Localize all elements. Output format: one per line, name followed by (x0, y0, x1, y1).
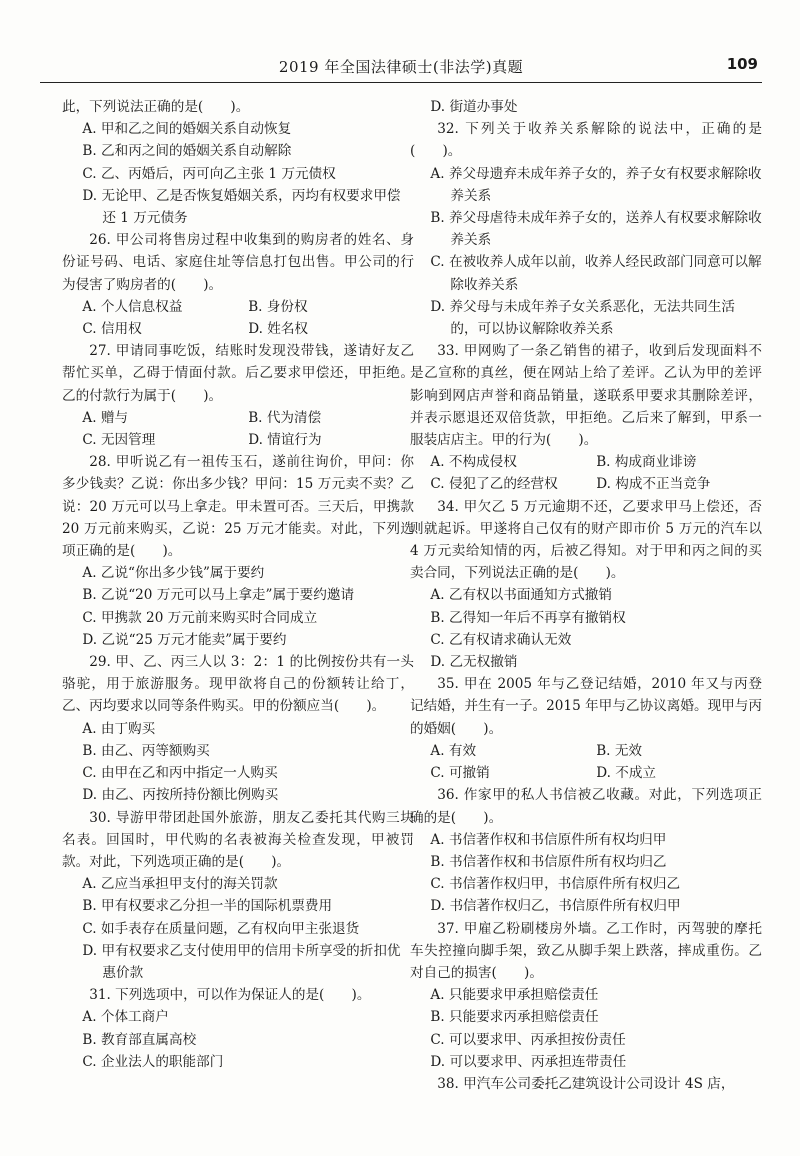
option: C. 乙、丙婚后，丙可向乙主张 1 万元债权 (82, 165, 336, 182)
option: C. 甲携款 20 万元前来购买时合同成立 (82, 609, 318, 626)
question-29: 29. 甲、乙、丙三人以 3：2：1 的比例按份共有一头骆驼，用于旅游服务。现甲欲将自己的份额转让给丁，乙、丙均要求以同等条件购买。甲的份额应当( )。 (62, 654, 414, 715)
option: B. 乙说“20 万元可以马上拿走”属于要约邀请 (82, 587, 355, 604)
option: A. 乙说“你出多少钱”属于要约 (82, 565, 265, 582)
option: C. 乙有权请求确认无效 (430, 631, 572, 648)
option: D. 可以要求甲、丙承担连带责任 (430, 1053, 627, 1070)
option: A. 只能要求甲承担赔偿责任 (430, 987, 599, 1004)
right-column (410, 96, 762, 1095)
option: C. 企业法人的职能部门 (82, 1053, 224, 1070)
option: A. 个人信息权益 (82, 298, 183, 315)
question-27: 27. 甲请同事吃饭，结账时发现没带钱，遂请好友乙帮忙买单，乙碍于情面付款。后乙要求甲偿还，甲拒绝。乙的付款行为属于( )。 (62, 343, 414, 404)
question-36: 36. 作家甲的私人书信被乙收藏。对此，下列选项正确的是( )。 (410, 787, 762, 826)
option: A. 不构成侵权 (430, 454, 517, 471)
option-row (62, 429, 414, 451)
option-row (410, 740, 762, 762)
option: A. 由丁购买 (82, 720, 156, 737)
option: A. 赠与 (82, 409, 129, 426)
option: B. 书信著作权和书信原件所有权均归乙 (430, 853, 667, 870)
option: D. 街道办事处 (430, 99, 518, 115)
option-row (410, 451, 762, 473)
question-35: 35. 甲在 2005 年与乙登记结婚，2010 年又与丙登记结婚，并生有一子。2015 年甲与乙协议离婚。现甲与丙的婚姻( )。 (410, 676, 762, 737)
option-row (62, 318, 414, 340)
option: D. 不成立 (596, 765, 657, 782)
option: D. 无论甲、乙是否恢复婚姻关系，丙均有权要求甲偿还 1 万元债务 (82, 187, 401, 227)
option-row (62, 296, 414, 318)
option: D. 书信著作权归乙，书信原件所有权归甲 (430, 898, 681, 915)
question-34: 34. 甲欠乙 5 万元逾期不还，乙要求甲马上偿还，否则就起诉。甲遂将自己仅有的财产即市价 5 万元的汽车以 4 万元卖给知情的丙，后被乙得知。对于甲和丙之间的买卖合同，下列说法正确的是( )。 (410, 498, 762, 582)
question-25-tail: 此，下列说法正确的是( )。 (62, 99, 250, 115)
option: B. 代为清偿 (248, 409, 322, 426)
question-32: 32. 下列关于收养关系解除的说法中，正确的是( )。 (410, 121, 762, 160)
header-title: 2019 年全国法律硕士(非法学)真题 (278, 58, 524, 76)
option: C. 信用权 (82, 321, 142, 338)
option: A. 养父母遗弃未成年养子女的，养子女有权要求解除收养关系 (430, 165, 762, 204)
option-row (410, 762, 762, 784)
left-column (62, 96, 414, 1073)
question-30: 30. 导游甲带团赴国外旅游，朋友乙委托其代购三块名表。回国时，甲代购的名表被海关检查发现，甲被罚款。对此，下列选项正确的是( )。 (62, 809, 414, 870)
option: C. 书信著作权归甲，书信原件所有权归乙 (430, 876, 681, 893)
option: C. 在被收养人成年以前，收养人经民政部门同意可以解除收养关系 (430, 254, 762, 293)
option: B. 构成商业诽谤 (596, 454, 697, 471)
option: B. 甲有权要求乙分担一半的国际机票费用 (82, 898, 333, 915)
option: C. 侵犯了乙的经营权 (430, 476, 558, 493)
question-38: 38. 甲汽车公司委托乙建筑设计公司设计 4S 店， (437, 1075, 735, 1092)
option: B. 教育部直属高校 (82, 1031, 197, 1048)
option: D. 甲有权要求乙支付使用甲的信用卡所享受的折扣优惠价款 (82, 942, 401, 981)
option: D. 养父母与未成年养子女关系恶化，无法共同生活的，可以协议解除收养关系 (430, 298, 735, 338)
question-26: 26. 甲公司将售房过程中收集到的购房者的姓名、身份证号码、电话、家庭住址等信息打包出售。甲公司的行为侵害了购房者的( )。 (62, 232, 414, 293)
question-31: 31. 下列选项中，可以作为保证人的是( )。 (89, 987, 371, 1004)
option: A. 有效 (430, 742, 477, 759)
page-header (40, 52, 762, 83)
option: D. 乙说“25 万元才能卖”属于要约 (82, 631, 287, 648)
option: C. 无因管理 (82, 432, 156, 449)
option: A. 书信著作权和书信原件所有权均归甲 (430, 831, 667, 848)
option: D. 由乙、丙按所持份额比例购买 (82, 787, 279, 804)
page-number: 109 (726, 55, 758, 73)
option: D. 乙无权撤销 (430, 654, 518, 671)
option: B. 由乙、丙等额购买 (82, 742, 210, 759)
option: D. 构成不正当竞争 (596, 476, 711, 493)
option: A. 个体工商户 (82, 1009, 169, 1026)
question-28: 28. 甲听说乙有一祖传玉石，遂前往询价，甲问：你多少钱卖？乙说：你出多少钱？甲问：15 万元卖不卖？乙说：20 万元可以马上拿走。甲未置可否。三天后，甲携款 20 万元前来购买，乙说：25 万元才能卖。对此，下列选项正确的是( )。 (62, 454, 414, 560)
option: D. 姓名权 (248, 321, 309, 338)
option: A. 乙应当承担甲支付的海关罚款 (82, 876, 278, 893)
option: B. 身份权 (248, 298, 308, 315)
option: B. 养父母虐待未成年养子女的，送养人有权要求解除收养关系 (430, 210, 762, 249)
question-37: 37. 甲雇乙粉刷楼房外墙。乙工作时，丙驾驶的摩托车失控撞向脚手架，致乙从脚手架上跌落，摔成重伤。乙对自己的损害( )。 (410, 920, 762, 981)
option: C. 如手表存在质量问题，乙有权向甲主张退货 (82, 920, 360, 937)
option: D. 情谊行为 (248, 432, 322, 449)
option: C. 可以要求甲、丙承担按份责任 (430, 1031, 626, 1048)
option: B. 只能要求丙承担赔偿责任 (430, 1009, 599, 1026)
option: B. 无效 (596, 742, 643, 759)
option: B. 乙得知一年后不再享有撤销权 (430, 609, 626, 626)
option: C. 由甲在乙和丙中指定一人购买 (82, 765, 278, 782)
option: C. 可撤销 (430, 765, 490, 782)
option: A. 甲和乙之间的婚姻关系自动恢复 (82, 121, 292, 138)
option-row (62, 407, 414, 429)
option: B. 乙和丙之间的婚姻关系自动解除 (82, 143, 292, 160)
option: A. 乙有权以书面通知方式撤销 (430, 587, 612, 604)
question-33: 33. 甲网购了一条乙销售的裙子，收到后发现面料不是乙宣称的真丝，便在网站上给了差评。乙认为甲的差评影响到网店声誉和商品销量，遂联系甲要求其删除差评，并表示愿退还双倍货款，甲拒绝。乙后来了解到，甲系一服装店店主。甲的行为( )。 (410, 343, 762, 449)
option-row (410, 473, 762, 495)
